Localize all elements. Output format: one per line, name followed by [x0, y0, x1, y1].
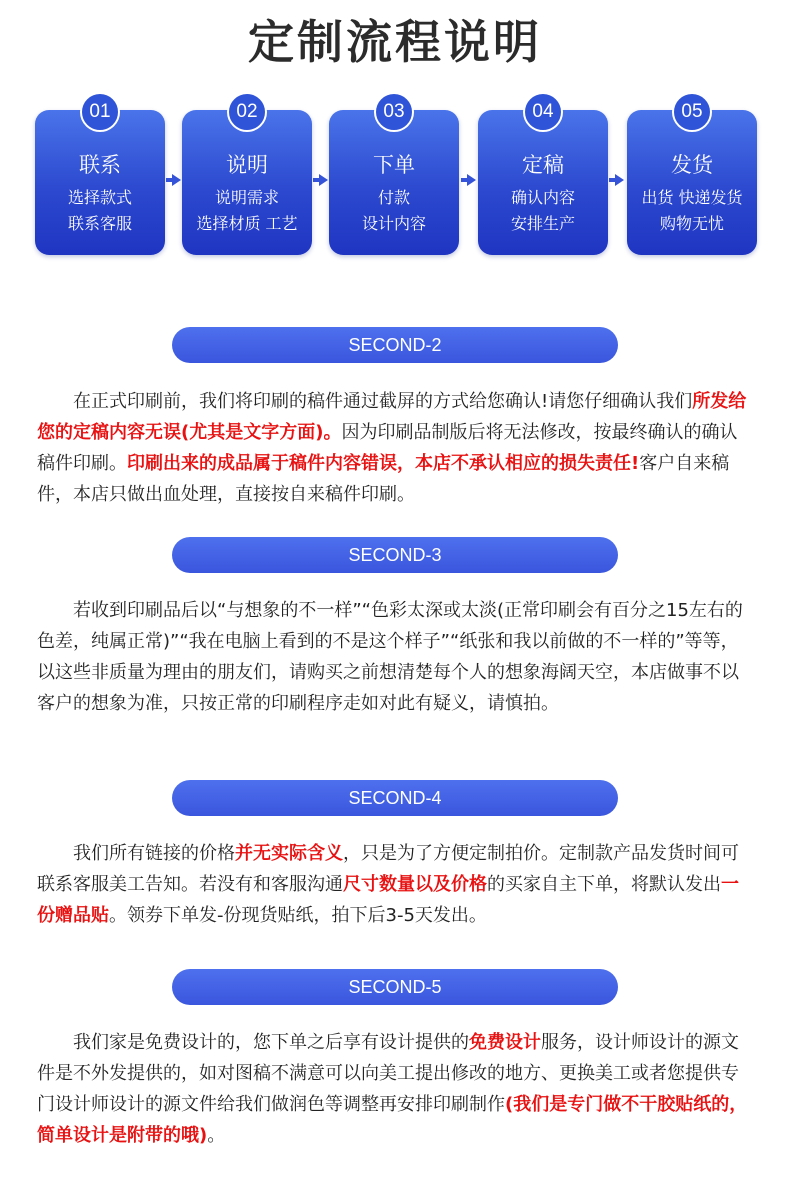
section-text-second-3 [37, 595, 753, 719]
arrow-right-icon [615, 174, 624, 186]
text-segment: 我们家是免费设计的，您下单之后享有设计提供的 [73, 1032, 469, 1053]
section-header-second-5: SECOND-5 [172, 969, 618, 1005]
text-segment: 在正式印刷前，我们将印刷的稿件通过截屏的方式给您确认!请您仔细确认我们 [73, 391, 693, 412]
arrow-right-icon [319, 174, 328, 186]
step-detail: 选择材质 工艺 [196, 214, 298, 233]
section-text-second-4 [37, 838, 753, 931]
section-text-second-5 [37, 1027, 753, 1151]
step-number: 03 [374, 92, 414, 132]
text-segment: 。 [207, 1125, 226, 1146]
step-detail: 出货 快递发货 [641, 188, 743, 207]
step-title: 定稿 [522, 153, 564, 177]
step-detail: 设计内容 [361, 214, 426, 233]
highlight-text: 所发给您的定稿内容无误(尤其是文字方面)。 [37, 391, 747, 443]
step-card-order [329, 101, 459, 255]
highlight-text: 免费设计 [469, 1032, 541, 1053]
step-title: 联系 [79, 153, 121, 177]
step-title: 下单 [373, 153, 415, 177]
step-detail: 说明需求 [214, 188, 279, 207]
step-detail: 确认内容 [510, 188, 575, 207]
section-header-second-3: SECOND-3 [172, 537, 618, 573]
text-segment: 若收到印刷品后以“与想象的不一样”“色彩太深或太淡(正常印刷会有百分之15左右的色差，纯属正常)”“我在电脑上看到的不是这个样子”“纸张和我以前做的不一样的”等等，以这些非质量为理由的朋友们，请购买之前想清楚每个人的想象海阔天空，本店做事不以客户的想象为准，只按正常的印刷程序走如对此有疑义，请慎拍。 [37, 600, 743, 714]
highlight-text: 一份赠品贴 [37, 874, 739, 926]
process-steps [0, 0, 790, 260]
step-card-ship [627, 101, 757, 255]
text-segment: 客户自来稿件，本店只做出血处理，直接按自来稿件印刷。 [37, 453, 730, 505]
step-title: 说明 [226, 153, 268, 177]
step-detail: 选择款式 [67, 188, 132, 207]
text-segment: ，只是为了方便定制拍价。定制款产品发货时间可联系客服美工告知。若没有和客服沟通 [37, 843, 739, 895]
page-title: 定制流程说明 [248, 15, 542, 69]
text-segment: 服务，设计师设计的源文件是不外发提供的，如对图稿不满意可以向美工提出修改的地方、更换美工或者您提供专门设计师设计的源文件给我们做润色等调整再安排印刷制作 [37, 1032, 739, 1115]
step-detail: 联系客服 [67, 214, 132, 233]
step-card-contact [35, 101, 165, 255]
highlight-text: 尺寸数量以及价格 [343, 874, 487, 895]
step-card-explain [182, 101, 312, 255]
section-text-second-2 [37, 386, 753, 510]
step-detail: 付款 [377, 188, 410, 207]
step-detail: 安排生产 [510, 214, 575, 233]
text-segment: 的买家自主下单，将默认发出 [487, 874, 721, 895]
text-segment: 因为印刷品制版后将无法修改，按最终确认的确认稿件印刷。 [37, 422, 738, 474]
arrow-right-icon [172, 174, 181, 186]
text-segment: 。领券下单发-份现货贴纸，拍下后3-5天发出。 [109, 905, 487, 926]
highlight-text: (我们是专门做不干胶贴纸的，简单设计是附带的哦) [37, 1094, 748, 1146]
text-segment: 我们所有链接的价格 [73, 843, 235, 864]
step-number: 05 [672, 92, 712, 132]
highlight-text: 印刷出来的成品属于稿件内容错误，本店不承认相应的损失责任! [127, 453, 640, 474]
step-title: 发货 [671, 153, 713, 177]
step-number: 04 [523, 92, 563, 132]
step-detail: 购物无忧 [659, 214, 724, 233]
section-header-second-4: SECOND-4 [172, 780, 618, 816]
step-number: 02 [227, 92, 267, 132]
step-card-finalize [478, 101, 608, 255]
section-header-second-2: SECOND-2 [172, 327, 618, 363]
highlight-text: 并无实际含义 [235, 843, 343, 864]
arrow-right-icon [467, 174, 476, 186]
step-number: 01 [80, 92, 120, 132]
